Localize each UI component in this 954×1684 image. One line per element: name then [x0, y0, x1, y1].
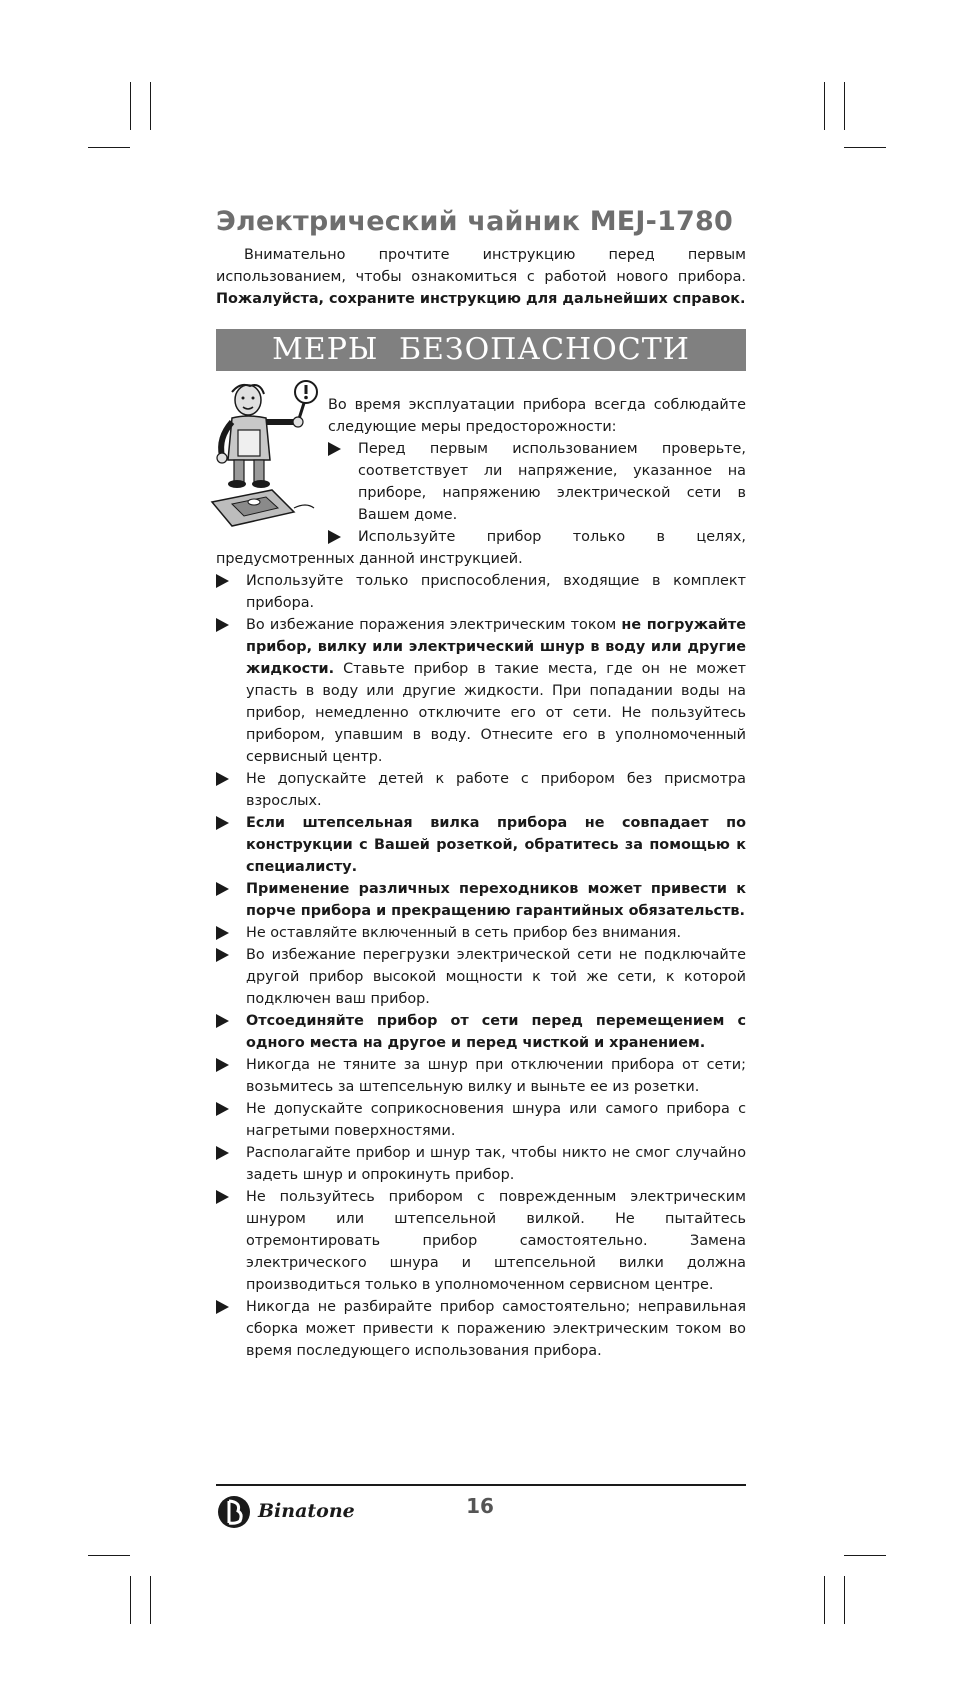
crop-mark	[824, 1576, 825, 1624]
item-text-bold: Отсоединяйте прибор от сети перед перемещением с одного места на другое и перед чисткой и хранением.	[246, 1013, 746, 1051]
item-text-bold: не погружайте прибор, вилку или электрический шнур в воду или другие жидкости.	[246, 617, 746, 677]
list-item	[216, 1054, 746, 1098]
list-item	[216, 812, 746, 878]
crop-mark	[130, 82, 131, 130]
bullet-arrow-icon	[328, 442, 341, 456]
bullet-arrow-icon	[216, 926, 229, 940]
footer-rule	[216, 1484, 746, 1486]
intro-bold: Пожалуйста, сохраните инструкцию для дальнейших справок.	[216, 291, 746, 307]
intro-paragraph	[216, 244, 746, 310]
item-text: Не оставляйте включенный в сеть прибор без внимания.	[246, 925, 682, 941]
crop-mark	[130, 1576, 131, 1624]
list-item	[216, 768, 746, 812]
item-text-pre: Во избежание поражения электрическим током	[246, 617, 622, 633]
item-text-bold: Применение различных переходников может привести к порче прибора и прекращению гарантийных обязательств.	[246, 881, 746, 919]
crop-mark	[88, 1555, 130, 1556]
bullet-arrow-icon	[216, 1014, 229, 1028]
bullet-arrow-icon	[216, 948, 229, 962]
page-title: Электрический чайник MEJ-1780	[216, 206, 734, 237]
section-banner: МЕРЫ БЕЗОПАСНОСТИ	[216, 329, 746, 371]
bullet-arrow-icon	[216, 882, 229, 896]
item-text: Перед первым использованием проверьте, соответствует ли напряжение, указанное на приборе, напряжению электрической сети в Вашем доме.	[358, 441, 746, 523]
item-text-post: Ставьте прибор в такие места, где он не может упасть в воду или другие жидкости. При попадании воды на прибор, немедленно отключите его от сети. Не пользуйтесь прибором, упавшим в воду. Отнесите его в уполномоченный сервисный центр.	[246, 661, 746, 765]
crop-mark	[844, 147, 886, 148]
item-text: Никогда не разбирайте прибор самостоятельно; неправильная сборка может привести к поражению электрическим током во время последующего использования прибора.	[246, 1299, 746, 1359]
crop-mark	[150, 82, 151, 130]
bullet-arrow-icon	[216, 1190, 229, 1204]
list-item	[216, 1010, 746, 1054]
bullet-arrow-icon	[216, 574, 229, 588]
crop-mark	[88, 147, 130, 148]
bullet-arrow-icon	[216, 816, 229, 830]
item-text: Во избежание перегрузки электрической сети не подключайте другой прибор высокой мощности к той же сети, к которой подключен ваш прибор.	[246, 947, 746, 1007]
bullet-arrow-icon	[216, 1146, 229, 1160]
item-text: Не пользуйтесь прибором с поврежденным электрическим шнуром или штепсельной вилкой. Не пытайтесь отремонтировать прибор самостоятельно. Замена электрического шнура и штепсельной вилки должна производиться только в уполномоченном сервисном центре.	[246, 1189, 746, 1293]
bullet-arrow-icon	[216, 618, 229, 632]
bullet-arrow-icon	[216, 1300, 229, 1314]
bullet-arrow-icon	[216, 772, 229, 786]
item-text: Располагайте прибор и шнур так, чтобы никто не смог случайно задеть шнур и опрокинуть прибор.	[246, 1145, 746, 1183]
bullet-arrow-icon	[216, 1102, 229, 1116]
opening-paragraph: Во время эксплуатации прибора всегда соблюдайте следующие меры предосторожности:	[328, 397, 746, 435]
list-item	[216, 944, 746, 1010]
item-text: Не допускайте детей к работе с прибором без присмотра взрослых.	[246, 771, 746, 809]
item-text: Используйте только приспособления, входящие в комплект прибора.	[246, 573, 746, 611]
safety-section	[216, 394, 746, 1362]
list-item	[216, 1296, 746, 1362]
brand-name: Binatone	[258, 1500, 355, 1522]
crop-mark	[150, 1576, 151, 1624]
item-text-bold: Если штепсельная вилка прибора не совпадает по конструкции с Вашей розеткой, обратитесь за помощью к специалисту.	[246, 815, 746, 875]
crop-mark	[844, 1555, 886, 1556]
item-text: Никогда не тяните за шнур при отключении прибора от сети; возьмитесь за штепсельную вилку и выньте ее из розетки.	[246, 1057, 746, 1095]
crop-mark	[824, 82, 825, 130]
list-item	[216, 526, 746, 570]
list-item	[216, 438, 746, 526]
crop-mark	[844, 1576, 845, 1624]
list-item	[216, 1098, 746, 1142]
item-text: Не допускайте соприкосновения шнура или самого прибора с нагретыми поверхностями.	[246, 1101, 746, 1139]
crop-mark	[844, 82, 845, 130]
list-item	[216, 570, 746, 614]
list-item	[216, 1142, 746, 1186]
intro-text: Внимательно прочтите инструкцию перед первым использованием, чтобы ознакомиться с работой нового прибора.	[216, 247, 746, 285]
bullet-arrow-icon	[216, 1058, 229, 1072]
bullet-arrow-icon	[328, 530, 341, 544]
item-text: Используйте прибор только в целях, предусмотренных данной инструкцией.	[216, 529, 746, 567]
page-number: 16	[466, 1494, 494, 1518]
list-item	[216, 878, 746, 922]
list-item	[216, 922, 746, 944]
list-item	[216, 614, 746, 768]
list-item	[216, 1186, 746, 1296]
